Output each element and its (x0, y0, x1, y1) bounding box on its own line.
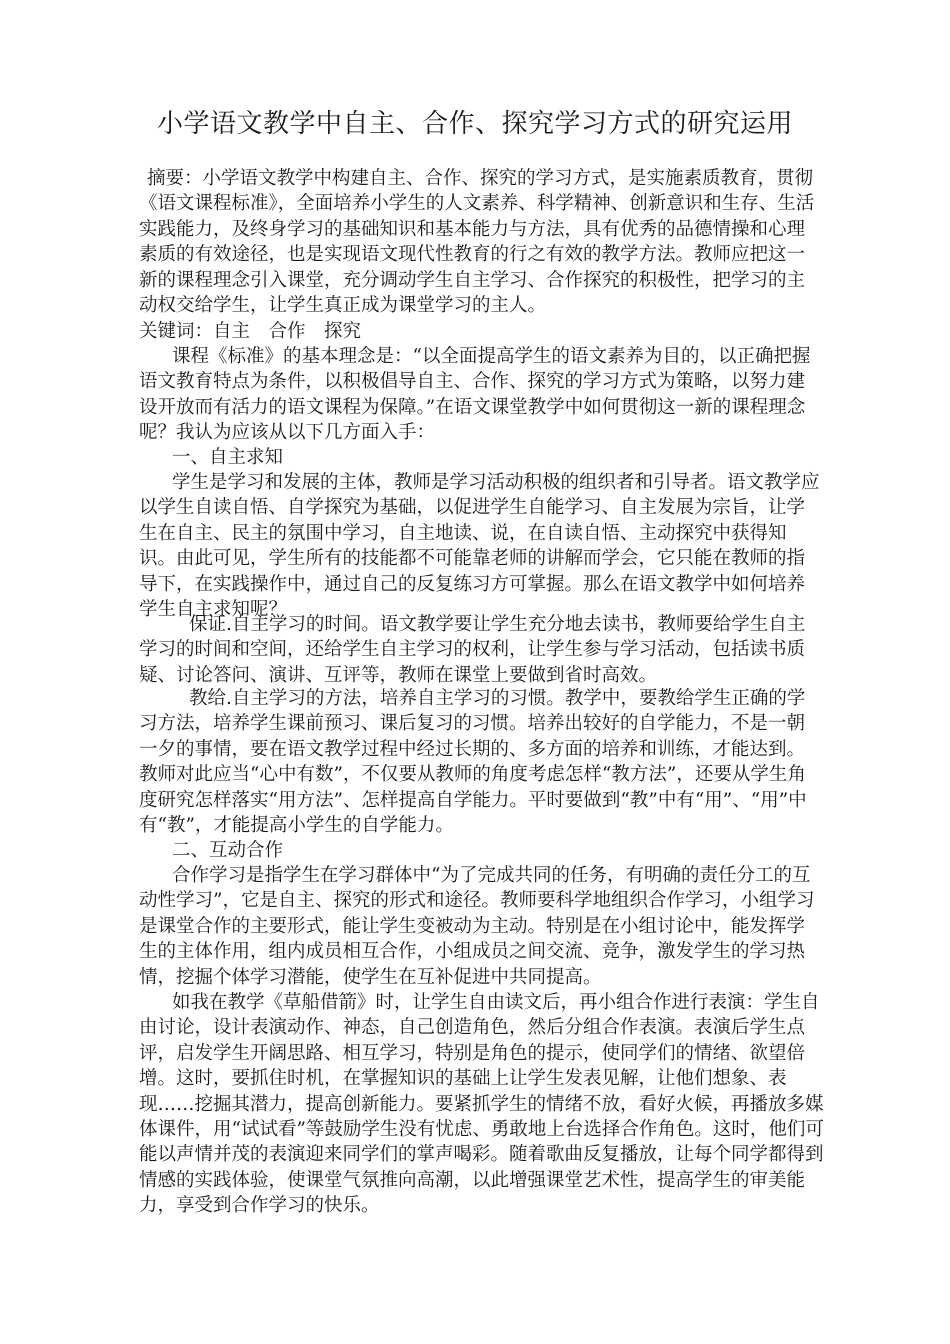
section-heading-2: 二、互动合作 (172, 840, 284, 861)
body-paragraph-1 (139, 470, 821, 622)
body-paragraph-4 (139, 863, 819, 990)
document-title: 小学语文教学中自主、合作、探究学习方式的研究运用 (156, 109, 793, 139)
intro-text: 课程《标准》的基本理念是：“以全面提高学生的语文素养为目的，以正确把握语文教育特点为条件，以积极倡导自主、合作、探究的学习方式为策略，以努力建设开放而有活力的语文课程为保障。”在语文课堂教学中如何贯彻这一新的课程理念呢？我认为应该从以下几方面入手： (139, 346, 811, 444)
body-paragraph-3 (139, 686, 811, 838)
body-text-3: 教给.自主学习的方法，培养自主学习的习惯。教学中，要教给学生正确的学习方法，培养学生课前预习、课后复习的习惯。培养出较好的自学能力，不是一朝一夕的事情，要在语文教学过程中经过长期的、多方面的培养和训练，才能达到。教师对此应当“心中有数”，不仅要从教师的角度考虑怎样“教方法”，还要从学生角度研究怎样落实“用方法”、怎样提高自学能力。平时要做到“教”中有“用”、“用”中有“教”，才能提高小学生的自学能力。 (139, 688, 807, 837)
abstract-paragraph (139, 166, 815, 318)
section-heading-1: 一、自主求知 (172, 447, 284, 468)
body-text-4: 合作学习是指学生在学习群体中“为了完成共同的任务，有明确的责任分工的互动性学习”，它是自主、探究的形式和途径。教师要科学地组织合作学习，小组学习是课堂合作的主要形式，能让学生变被动为主动。特别是在小组讨论中，能发挥学生的主体作用，组内成员相互合作，小组成员之间交流、竞争，激发学生的学习热情，挖掘个体学习潜能，使学生在互补促进中共同提高。 (139, 865, 815, 988)
body-paragraph-5 (139, 990, 825, 1219)
body-text-1: 学生是学习和发展的主体，教师是学习活动积极的组织者和引导者。语文教学应以学生自读自悟、自学探究为基础，以促进学生自能学习、自主发展为宗旨，让学生在自主、民主的氛围中学习，自主地读、说，在自读自悟、主动探究中获得知识。由此可见，学生所有的技能都不可能靠老师的讲解而学会，它只能在教师的指导下，在实践操作中，通过自己的反复练习方可掌握。那么在语文教学中如何培养学生自主求知呢？ (139, 472, 820, 621)
abstract-text: 摘要：小学语文教学中构建自主、合作、探究的学习方式，是实施素质教育，贯彻《语文课程标准》，全面培养小学生的人文素养、科学精神、创新意识和生存、生活实践能力，及终身学习的基础知识和基本能力与方法，具有优秀的品德情操和心理素质的有效途径，也是实现语文现代性教育的行之有效的教学方法。教师应把这一新的课程理念引入课堂，充分调动学生自主学习、合作探究的积极性，把学习的主动权交给学生，让学生真正成为课堂学习的主人。 (139, 168, 815, 317)
keywords-line: 关键词：自主 合作 探究 (139, 321, 362, 342)
intro-paragraph (139, 344, 819, 446)
body-paragraph-2 (139, 612, 811, 688)
body-text-5: 如我在教学《草船借箭》时，让学生自由读文后，再小组合作进行表演：学生自由讨论，设计表演动作、神态，自己创造角色，然后分组合作表演。表演后学生点评，启发学生开阔思路、相互学习，特别是角色的提示，使同学们的情绪、欲望倍增。这时，要抓住时机，在掌握知识的基础上让学生发表见解，让他们想象、表现……挖掘其潜力，提高创新能力。要紧抓学生的情绪不放，看好火候，再播放多媒体课件，用“试试看”等鼓励学生没有忧虑、勇敢地上台选择合作角色。这时，他们可能以声情并茂的表演迎来同学们的掌声喝彩。随着歌曲反复播放，让每个同学都得到情感的实践体验，使课堂气氛推向高潮，以此增强课堂艺术性，提高学生的审美能力，享受到合作学习的快乐。 (139, 992, 824, 1217)
body-text-2: 保证.自主学习的时间。语文教学要让学生充分地去读书，教师要给学生自主学习的时间和空间，还给学生自主学习的权利，让学生参与学习活动，包括读书质疑、讨论答问、演讲、互评等，教师在课堂上要做到省时高效。 (139, 614, 806, 686)
